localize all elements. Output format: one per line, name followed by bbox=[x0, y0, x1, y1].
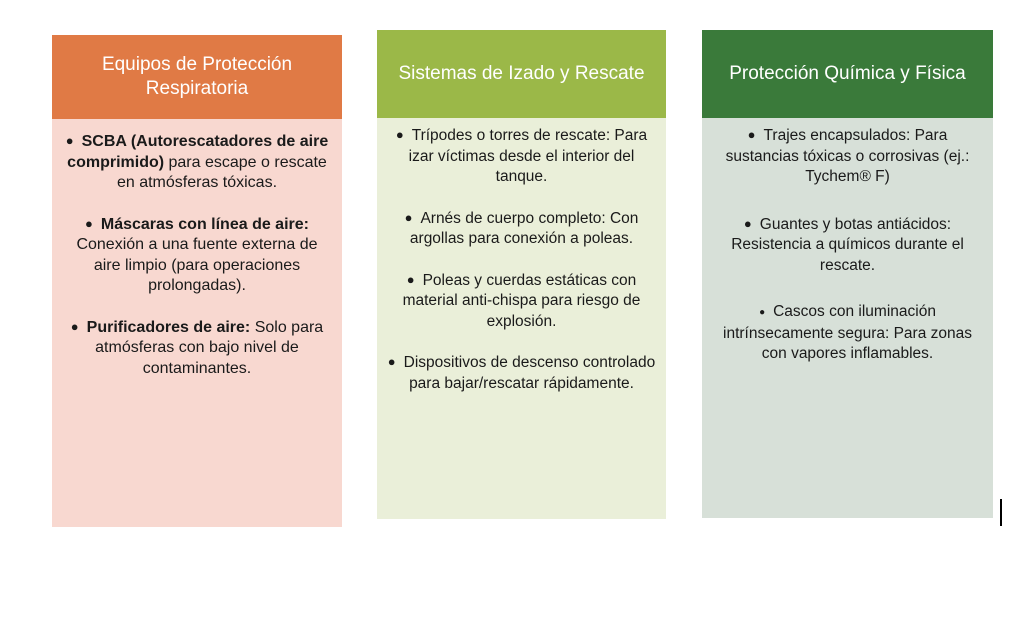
list-item bbox=[387, 270, 656, 333]
bullet-icon: ● bbox=[406, 271, 415, 287]
item-bold-text: SCBA (Autorescatadores de aire comprimido) bbox=[67, 133, 329, 171]
item-text: Arnés de cuerpo completo: Con argollas para conexión a poleas. bbox=[409, 209, 639, 247]
column-title: Sistemas de Izado y Rescate bbox=[398, 63, 645, 84]
bullet-icon: ● bbox=[70, 318, 79, 334]
column-header bbox=[702, 30, 993, 118]
lifting-rescue-column bbox=[377, 30, 666, 519]
column-body bbox=[377, 118, 666, 519]
text-cursor bbox=[1000, 499, 1002, 526]
list-item bbox=[62, 131, 332, 194]
list-item bbox=[387, 352, 656, 394]
bullet-icon: ● bbox=[85, 215, 93, 231]
item-text: Conexión a una fuente externa de aire limpio (para operaciones prolongadas). bbox=[76, 236, 318, 294]
list-item bbox=[387, 208, 656, 250]
column-header bbox=[52, 35, 342, 119]
bullet-icon: ● bbox=[404, 209, 413, 225]
bullet-icon: ● bbox=[387, 354, 396, 369]
column-title: Protección Química y Física bbox=[729, 63, 966, 84]
list-item bbox=[712, 214, 983, 277]
column-header bbox=[377, 30, 666, 118]
list-item bbox=[712, 302, 983, 365]
item-text: para escape o rescate en atmósferas tóxicas. bbox=[116, 153, 327, 191]
item-bold-text: Máscaras con línea de aire: bbox=[100, 215, 309, 233]
list-item bbox=[62, 214, 332, 297]
item-text: Dispositivos de descenso controlado para bajar/rescatar rápidamente. bbox=[403, 354, 656, 392]
item-text: Trípodes o torres de rescate: Para izar víctimas desde el interior del tanque. bbox=[408, 127, 648, 185]
column-body bbox=[52, 119, 342, 527]
item-bold-text: Purificadores de aire: bbox=[86, 318, 251, 336]
bullet-icon: ● bbox=[747, 127, 756, 142]
item-text: Cascos con iluminación intrínsecamente segura: Para zonas con vapores inflamables. bbox=[723, 303, 972, 362]
list-item bbox=[62, 317, 332, 380]
bullet-icon: ● bbox=[759, 307, 766, 318]
list-item bbox=[387, 125, 656, 188]
bullet-icon: ● bbox=[65, 133, 74, 148]
item-text: Solo para atmósferas con bajo nivel de contaminantes. bbox=[95, 318, 324, 377]
item-text: Poleas y cuerdas estáticas con material anti-chispa para riesgo de explosión. bbox=[402, 271, 641, 330]
item-text: Trajes encapsulados: Para sustancias tóxicas o corrosivas (ej.: Tychem® F) bbox=[725, 127, 970, 185]
respiratory-protection-column bbox=[52, 35, 342, 527]
column-body bbox=[702, 118, 993, 518]
bullet-icon: ● bbox=[743, 215, 752, 231]
column-title: Equipos de Protección Respiratoria bbox=[101, 54, 293, 99]
item-text: Guantes y botas antiácidos: Resistencia a químicos durante el rescate. bbox=[731, 215, 964, 274]
chemical-physical-protection-column bbox=[702, 30, 993, 518]
list-item bbox=[712, 125, 983, 188]
bullet-icon: ● bbox=[395, 127, 404, 142]
